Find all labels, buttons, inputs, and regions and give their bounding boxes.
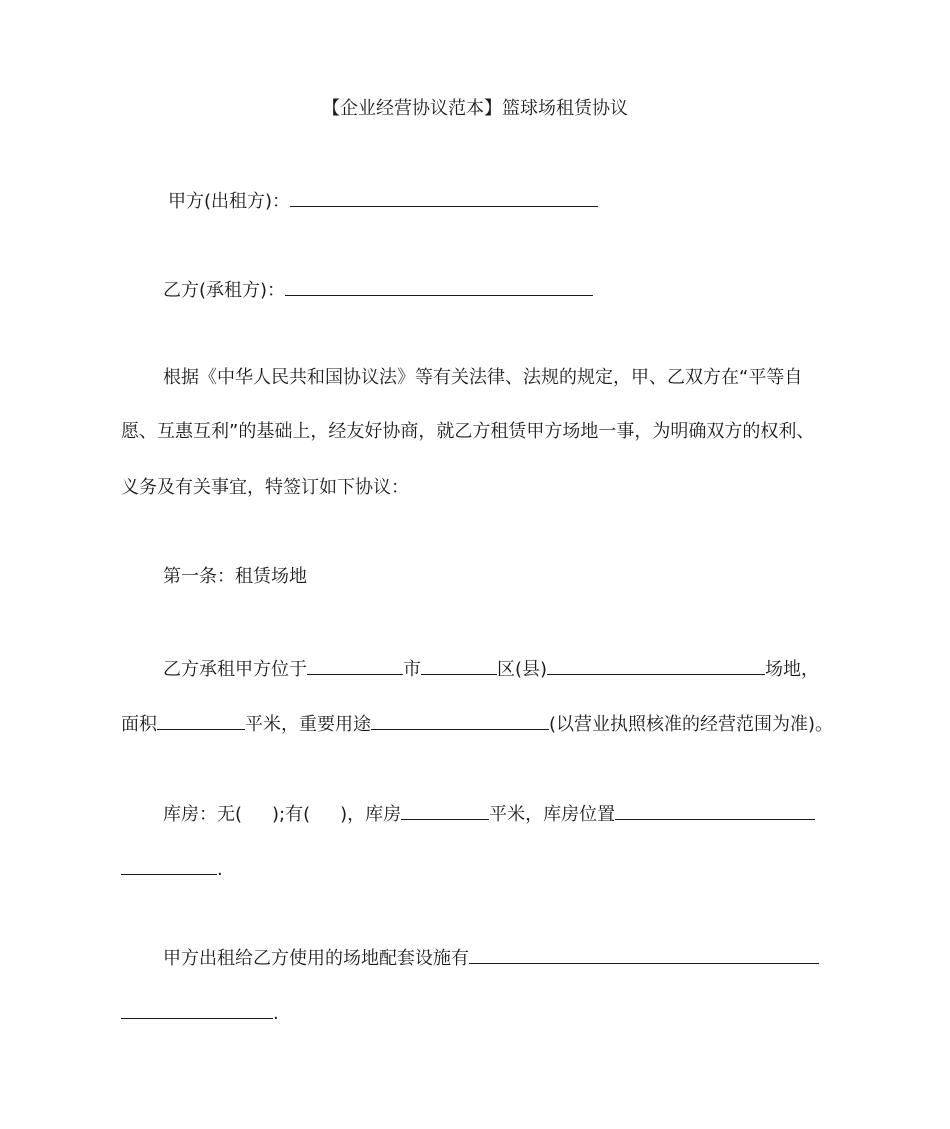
warehouse-area-blank: [401, 800, 489, 820]
warehouse-line: [163, 800, 815, 827]
party-b-label: 乙方(承租方)：: [163, 280, 286, 301]
area-label: 面积: [121, 714, 157, 735]
article-1-heading: 第一条：租赁场地: [163, 566, 307, 587]
party-a-label: 甲方(出租方)：: [168, 191, 291, 212]
venue-label: 场地，: [765, 659, 820, 680]
document-title: 【企业经营协议范本】篮球场租赁协议: [322, 98, 628, 119]
party-b-blank: [285, 276, 593, 296]
facilities-blank: [469, 944, 819, 964]
preamble-line-3: 义务及有关事宜，特签订如下协议：: [121, 477, 409, 498]
facilities-line: [163, 944, 819, 971]
venue-blank: [547, 655, 765, 675]
purpose-blank: [371, 710, 549, 730]
city-label: 市: [403, 659, 421, 680]
warehouse-unit-location: 平米，库房位置: [489, 804, 616, 825]
city-blank: [307, 655, 403, 675]
party-a-line: [168, 187, 598, 214]
area-blank: [157, 710, 245, 730]
district-label: 区(县): [497, 659, 548, 680]
party-b-line: [163, 276, 593, 303]
area-line: [121, 710, 833, 737]
facilities-continuation: [121, 999, 279, 1026]
warehouse-label: 库房：无(: [163, 804, 243, 825]
warehouse-have: );有(: [272, 804, 311, 825]
party-a-blank: [290, 187, 598, 207]
site-line: [163, 655, 819, 682]
area-unit-purpose: 平米，重要用途: [245, 714, 371, 735]
area-note: (以营业执照核准的经营范围为准)。: [549, 714, 834, 735]
facilities-text: 甲方出租给乙方使用的场地配套设施有: [163, 948, 469, 969]
warehouse-continuation: [121, 855, 223, 882]
warehouse-mid: )，库房: [340, 804, 402, 825]
warehouse-location-blank: [615, 800, 815, 820]
district-blank: [421, 655, 497, 675]
warehouse-location-blank-2: [121, 855, 217, 875]
period-2: .: [273, 1003, 279, 1024]
period: .: [217, 859, 223, 880]
preamble-line-2: 愿、互惠互利”的基础上，经友好协商，就乙方租赁甲方场地一事，为明确双方的权利、: [121, 421, 815, 442]
site-text: 乙方承租甲方位于: [163, 659, 307, 680]
preamble-line-1: 根据《中华人民共和国协议法》等有关法律、法规的规定，甲、乙双方在“平等自: [163, 367, 803, 388]
facilities-blank-2: [121, 999, 273, 1019]
